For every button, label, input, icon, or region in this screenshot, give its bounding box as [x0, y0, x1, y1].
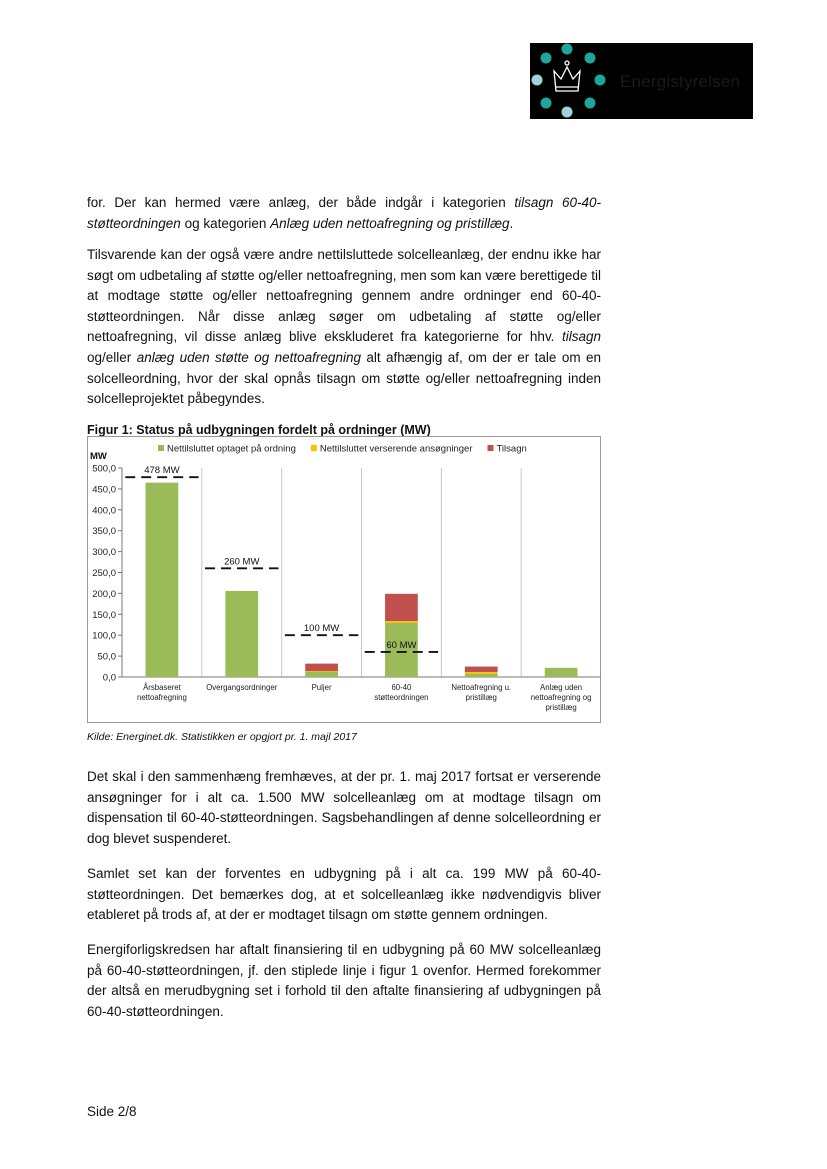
page-number: Side 2/8	[87, 1104, 137, 1119]
logo-dot	[541, 53, 552, 64]
legend-label: Nettilsluttet verserende ansøgninger	[319, 443, 473, 455]
logo-dot	[562, 107, 573, 118]
paragraph-1: for. Der kan hermed være anlæg, der både indgår i kategorien tilsagn 60-40-støtteordningen og kategorien Anlæg uden nettoafregning og pristillæg.	[87, 195, 601, 231]
logo-dot	[595, 75, 606, 86]
reference-label: 60 MW	[386, 639, 417, 651]
figure-title: Figur 1: Status på udbygningen fordelt på ordninger (MW)	[87, 423, 431, 437]
y-tick-label: 400,0	[92, 505, 116, 517]
legend-label: Tilsagn	[496, 443, 527, 455]
bar-segment	[385, 594, 418, 621]
logo-dot	[532, 75, 543, 86]
bar-segment	[305, 671, 338, 672]
x-tick-label: Anlæg uden	[540, 683, 583, 692]
chart-canvas	[88, 437, 602, 724]
y-tick-label: 300,0	[92, 547, 116, 559]
crown-dots-icon	[530, 43, 630, 119]
y-tick-label: 350,0	[92, 526, 116, 538]
legend-swatch	[487, 445, 493, 451]
x-tick-label: nettoafregning	[136, 693, 187, 702]
x-tick-label: pristillæg	[545, 703, 577, 712]
y-tick-label: 500,0	[92, 463, 116, 475]
bar-segment	[385, 621, 418, 623]
figure-source: Kilde: Energinet.dk. Statistikken er opgjort pr. 1. majl 2017	[87, 731, 357, 743]
bar-segment	[465, 672, 498, 674]
y-tick-label: 200,0	[92, 588, 116, 600]
legend-swatch	[158, 445, 164, 451]
x-tick-label: nettoafregning og	[530, 693, 592, 702]
x-tick-label: Overgangsordninger	[206, 683, 278, 692]
x-tick-label: støtteordningen	[374, 693, 429, 702]
bar-segment	[305, 664, 338, 672]
bar-segment	[545, 668, 578, 677]
x-tick-label: Årsbaseret	[143, 683, 181, 692]
paragraph-4: Samlet set kan der forventes en udbygning på i alt ca. 199 MW på 60-40-støtteordningen. Det bemærkes dog, at et solcelleanlæg ikke nødvendigvis bliver etableret på trods af, at der er modtaget tilsagn om støtte gennem ordningen.	[87, 866, 601, 923]
reference-label: 100 MW	[303, 623, 340, 635]
energistyrelsen-logo	[530, 43, 753, 119]
y-tick-label: 0,0	[102, 672, 116, 684]
x-tick-label: Puljer	[311, 683, 332, 692]
logo-dot	[541, 98, 552, 109]
paragraph-2: Tilsvarende kan der også være andre nettilsluttede solcelleanlæg, der endnu ikke har søgt om udbetaling af støtte og/eller nettoafregning, men som kan være berettigede til at modtage støtte og/eller nettoafregning gennem andre ordninger end 60-40-støtteordningen. Når disse anlæg søger om udbetaling af støtte og/eller nettoafregning, vil disse anlæg blive ekskluderet fra kategorierne for hhv. tilsagn og/eller anlæg uden støtte og nettoafregning alt afhængig af, om der er tale om en solcelleordning, hvor der skal opnås tilsagn om støtte og/eller nettoafregning inden solcelleprojektet påbegyndes.	[87, 247, 601, 407]
y-tick-label: 150,0	[92, 609, 116, 621]
x-tick-label: pristillæg	[465, 693, 497, 702]
reference-label: 478 MW	[144, 465, 180, 477]
figure-chart	[87, 436, 601, 723]
bar-segment	[305, 672, 338, 677]
legend-swatch	[311, 445, 317, 451]
legend-label: Nettilsluttet optaget på ordning	[167, 443, 296, 455]
y-tick-label: 450,0	[92, 484, 116, 496]
paragraph-3: Det skal i den sammenhæng fremhæves, at der pr. 1. maj 2017 fortsat er verserende ansøgninger for i alt ca. 1.500 MW solcelleanlæg om at modtage tilsagn om dispensation til 60-40-støtteordningen. Sagsbehandlingen af denne solcelleordning er dog blevet suspenderet.	[87, 769, 601, 846]
crown-icon	[554, 61, 580, 91]
logo-text: Energistyrelsen	[620, 72, 741, 91]
bar-segment	[465, 674, 498, 677]
bar-segment	[146, 483, 179, 677]
y-tick-label: 50,0	[97, 651, 116, 663]
reference-label: 260 MW	[224, 556, 260, 568]
bar-segment	[465, 667, 498, 672]
logo-dot	[585, 98, 596, 109]
y-axis-title: MW	[90, 451, 107, 462]
x-tick-label: 60-40	[391, 683, 412, 692]
x-tick-label: Nettoafregning u.	[451, 683, 512, 692]
y-tick-label: 100,0	[92, 630, 116, 642]
paragraph-5: Energiforligskredsen har aftalt finansiering til en udbygning på 60 MW solcelleanlæg på 60-40-støtteordningen, jf. den stiplede linje i figur 1 ovenfor. Hermed forekommer der altså en merudbygning set i forhold til den aftalte finansiering af udbygningen på 60-40-støtteordningen.	[87, 942, 601, 1019]
bar-segment	[225, 591, 258, 677]
logo-dot	[585, 53, 596, 64]
logo-dot	[562, 44, 573, 55]
y-tick-label: 250,0	[92, 568, 116, 579]
